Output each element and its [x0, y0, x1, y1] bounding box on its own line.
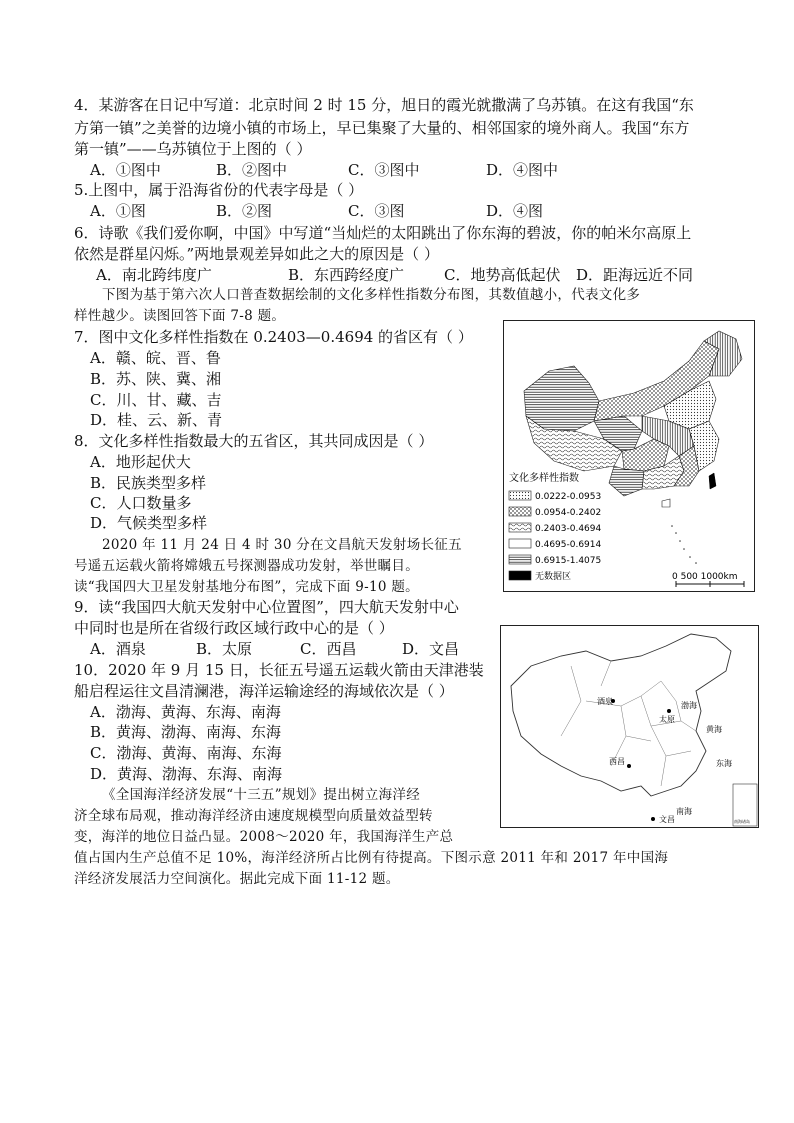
q8-option-a[interactable]: A．地形起伏大: [90, 453, 191, 471]
legend-label-6: 无数据区: [535, 572, 572, 582]
city-xichang: 西昌: [609, 757, 625, 766]
intro-11-12-line-2: 济全球布局观，推动海洋经济由速度规模型向质量效益型转: [74, 808, 433, 824]
q5-option-a[interactable]: A．①图: [90, 202, 146, 220]
q10-stem-line-2: 船启程运往文昌清澜港，海洋运输途经的海域依次是（ ）: [74, 682, 454, 700]
region-yunnan: [609, 466, 644, 496]
q5-options: [90, 201, 690, 221]
region-hainan: [662, 499, 670, 507]
q10-stem-line-1: 10．2020 年 9 月 15 日，长征五号遥五运载火箭由天津港装: [74, 661, 484, 679]
q10-option-b[interactable]: B．黄海、渤海、南海、东海: [90, 723, 282, 741]
intro-9-10-line-1: 2020 年 11 月 24 日 4 时 30 分在文昌航天发射场长征五: [102, 537, 462, 553]
legend-title: 文化多样性指数: [509, 473, 579, 484]
q4-option-b[interactable]: B．②图中: [216, 161, 288, 179]
city-wenchang: 文昌: [659, 815, 675, 824]
legend-label-3: 0.2403-0.4694: [535, 524, 602, 534]
legend-swatch-2: [509, 507, 531, 516]
region-xinjiang: [524, 366, 599, 431]
cultural-diversity-map: [503, 320, 755, 592]
q6-stem-line-2: 依然是群星闪烁。”两地景观差异如此之大的原因是（ ）: [74, 245, 439, 263]
legend-label-4: 0.4695-0.6914: [535, 540, 602, 550]
legend-label-2: 0.0954-0.2402: [535, 508, 602, 518]
q7-option-c[interactable]: C．川、甘、藏、吉: [90, 391, 222, 409]
launch-centers-map-svg: [501, 626, 758, 827]
scale-text: 0 500 1000km: [672, 572, 738, 582]
label-bohai: 渤海: [681, 701, 697, 710]
legend: [509, 471, 602, 582]
q5-option-d[interactable]: D．④图: [486, 202, 544, 220]
intro-11-12-line-1: 《全国海洋经济发展“十三五”规划》提出树立海洋经: [102, 787, 421, 803]
q9-option-b[interactable]: B．太原: [196, 640, 253, 658]
legend-swatch-6: [509, 571, 531, 580]
intro-11-12-line-3: 变，海洋的地位日益凸显。2008～2020 年，我国海洋生产总: [74, 829, 454, 845]
legend-label-1: 0.0222-0.0953: [535, 492, 602, 502]
label-huanghai: 黄海: [706, 725, 722, 734]
city-wenchang-dot: [651, 817, 655, 821]
city-taiyuan-dot: [667, 709, 671, 713]
city-taiyuan: 太原: [659, 715, 675, 724]
intro-11-12-line-4: 值占国内生产总值不足 10%，海洋经济所占比例有待提高。下图示意 2011 年和 2017 年中国海: [74, 850, 669, 866]
south-sea-islands: [671, 525, 697, 564]
q4-stem-line-1: 4．某游客在日记中写道：北京时间 2 时 15 分，旭日的霞光就撒满了乌苏镇。在这有我国“东: [74, 96, 694, 114]
legend-swatch-3: [509, 523, 531, 532]
q10-option-d[interactable]: D．黄海、渤海、东海、南海: [90, 765, 283, 783]
q4-options: [90, 160, 690, 180]
q8-option-d[interactable]: D．气候类型多样: [90, 514, 208, 532]
q6-option-c[interactable]: C．地势高低起伏: [444, 266, 561, 284]
q6-option-d[interactable]: D．距海远近不同: [576, 266, 694, 284]
label-nanhai: 南海: [676, 807, 692, 816]
q4-option-c[interactable]: C．③图中: [348, 161, 420, 179]
city-xichang-dot: [627, 764, 631, 768]
q10-option-a[interactable]: A．渤海、黄海、东海、南海: [90, 703, 281, 721]
china-outline: [511, 634, 731, 796]
q9-stem-line-2: 中同时也是所在省级行政区域行政中心的是（ ）: [74, 619, 394, 637]
launch-centers-map: [500, 625, 759, 828]
q5-option-c[interactable]: C．③图: [348, 202, 405, 220]
legend-label-5: 0.6915-1.4075: [535, 556, 602, 566]
q8-option-c[interactable]: C．人口数量多: [90, 494, 192, 512]
q7-option-b[interactable]: B．苏、陕、冀、湘: [90, 370, 222, 388]
q6-options: [96, 265, 736, 285]
label-donghai: 东海: [716, 759, 732, 768]
q5-stem: 5.上图中，属于沿海省份的代表字母是（ ）: [74, 181, 364, 199]
intro-9-10-line-3: 读“我国四大卫星发射基地分布图”，完成下面 9-10 题。: [74, 579, 419, 595]
q8-stem: 8．文化多样性指数最大的五省区，其共同成因是（ ）: [74, 432, 434, 450]
q9-options: [90, 639, 490, 659]
scale-bar: [672, 572, 744, 587]
legend-swatch-1: [509, 491, 531, 500]
q6-option-b[interactable]: B．东西跨经度广: [288, 266, 405, 284]
q9-option-c[interactable]: C．西昌: [300, 640, 357, 658]
q7-option-d[interactable]: D．桂、云、新、青: [90, 411, 223, 429]
q6-option-a[interactable]: A．南北跨纬度广: [96, 266, 212, 284]
cultural-diversity-map-svg: [504, 321, 754, 591]
intro-9-10-line-2: 号遥五运载火箭将嫦娥五号探测器成功发射，举世瞩目。: [74, 558, 419, 574]
q4-stem-line-3: 第一镇”——乌苏镇位于上图的（ ）: [74, 140, 312, 158]
city-jiuquan: 酒泉: [597, 697, 613, 706]
q7-stem: 7．图中文化多样性指数在 0.2403—0.4694 的省区有（ ）: [74, 328, 473, 346]
intro-7-8-line-2: 样性越少。读图回答下面 7-8 题。: [74, 308, 286, 324]
intro-7-8-line-1: 下图为基于第六次人口普查数据绘制的文化多样性指数分布图，其数值越小，代表文化多: [102, 287, 641, 303]
legend-swatch-4: [509, 539, 531, 548]
q9-option-a[interactable]: A．酒泉: [90, 640, 146, 658]
q9-option-d[interactable]: D．文昌: [402, 640, 460, 658]
q9-stem-line-1: 9．读“我国四大航天发射中心位置图”，四大航天发射中心: [74, 598, 459, 616]
q8-option-b[interactable]: B．民族类型多样: [90, 474, 207, 492]
q5-option-b[interactable]: B．②图: [216, 202, 273, 220]
legend-swatch-5: [509, 555, 531, 564]
q7-option-a[interactable]: A．赣、皖、晋、鲁: [90, 349, 221, 367]
intro-11-12-line-5: 洋经济发展活力空间演化。据此完成下面 11-12 题。: [74, 871, 400, 887]
q4-option-a[interactable]: A．①图中: [90, 161, 161, 179]
q10-option-c[interactable]: C．渤海、黄海、南海、东海: [90, 744, 282, 762]
q6-stem-line-1: 6．诗歌《我们爱你啊，中国》中写道“当灿烂的太阳跳出了你东海的碧波，你的帕米尔高原上: [74, 224, 692, 242]
q4-stem-line-2: 方第一镇”之美誉的边境小镇的市场上，早已集聚了大量的、相邻国家的境外商人。我国“东方: [74, 119, 690, 137]
q4-option-d[interactable]: D．④图中: [486, 161, 559, 179]
region-taiwan: [709, 473, 716, 489]
south-sea-inset-label: 南海诸岛: [734, 819, 750, 824]
